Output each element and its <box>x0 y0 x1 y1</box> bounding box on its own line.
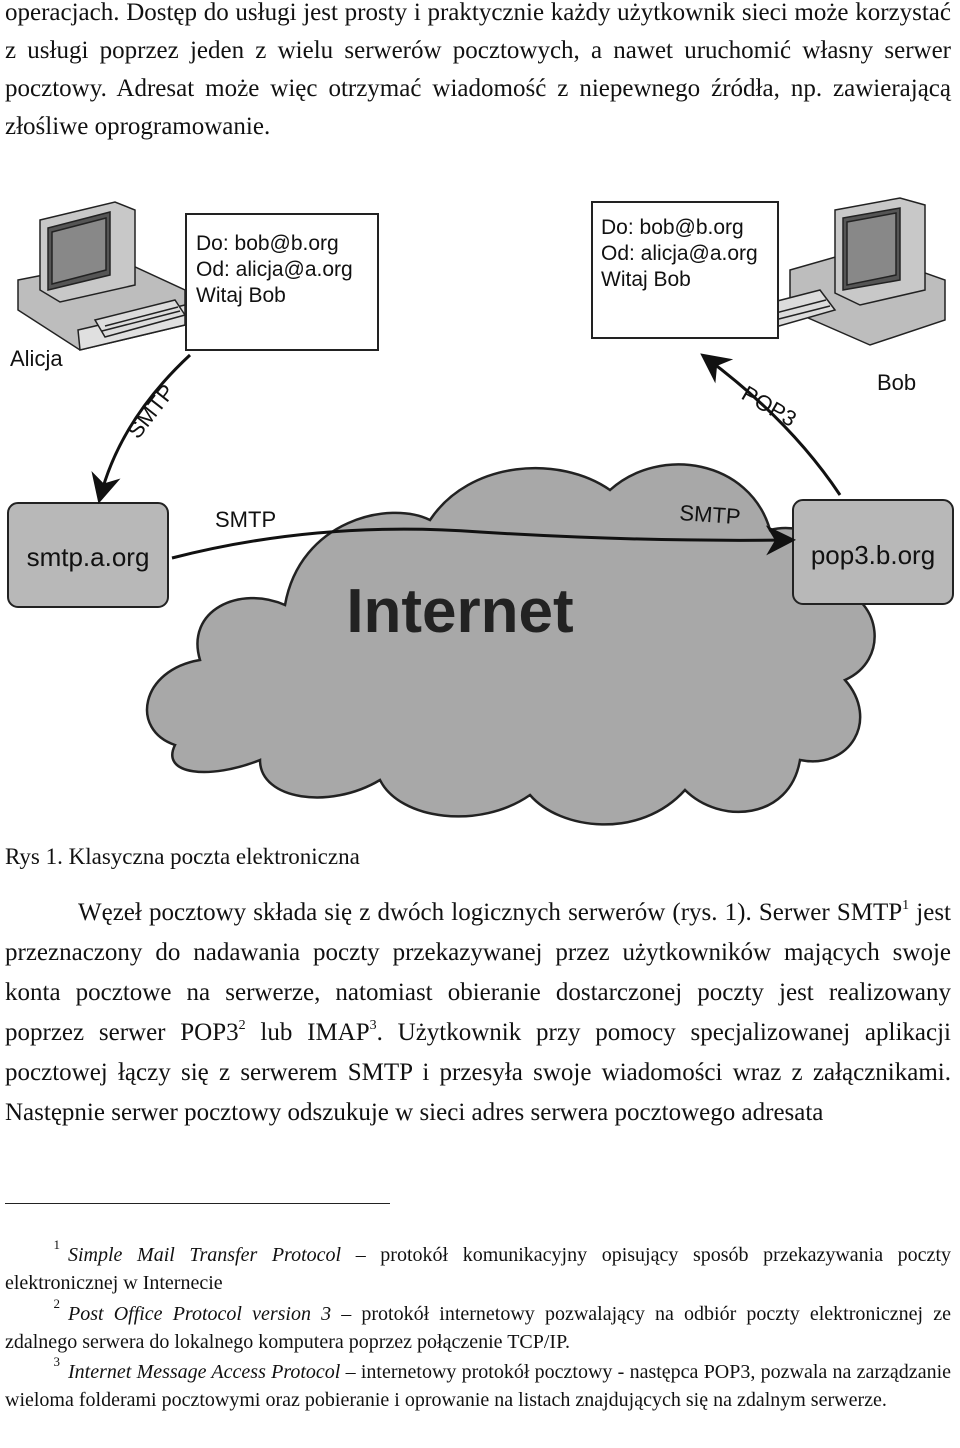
footnote-1-number: 1 <box>53 1237 60 1253</box>
footnote-3 <box>5 1354 951 1414</box>
footnote-ref-2: 2 <box>238 1017 246 1033</box>
right-message-to: Do: bob@b.org <box>601 216 744 239</box>
footnote-1-text: – protokół komunikacyjny opisujący sposób przekazywania poczty elektronicznej w Internecie <box>5 1244 951 1294</box>
footnote-ref-1: 1 <box>902 897 910 913</box>
footnote-3-text: – internetowy protokół pocztowy - następca POP3, pozwala na zarządzanie wieloma folderami pocztowymi oraz pobieranie i oprowanie na listach znajdujących się na zdalnym serwerze. <box>5 1361 951 1411</box>
protocol-recipient-label: POP3 <box>737 380 801 432</box>
recipient-label: Bob <box>877 370 917 395</box>
footnote-divider <box>5 1203 390 1204</box>
right-message-from: Od: alicja@a.org <box>601 242 758 265</box>
sender-label: Alicja <box>10 346 63 371</box>
pop3-server-label: pop3.b.org <box>810 540 936 570</box>
left-message-to: Do: bob@b.org <box>196 232 339 255</box>
footnote-ref-3: 3 <box>369 1017 377 1033</box>
smtp-server-label: smtp.a.org <box>26 542 150 572</box>
footnote-2-term: Post Office Protocol version 3 <box>68 1303 332 1325</box>
left-message-from: Od: alicja@a.org <box>196 258 353 281</box>
protocol-sender-label: SMTP <box>122 379 180 444</box>
left-message-body: Witaj Bob <box>196 284 286 307</box>
footnote-2-text: – protokół internetowy pozwalający na odbiór poczty elektronicznej ze zdalnego serwera do lokalnego komputera poprzez połączenie TCP/IP. <box>5 1303 951 1353</box>
email-flow-diagram <box>0 190 960 830</box>
footnote-2 <box>5 1296 951 1356</box>
internet-label: Internet <box>346 577 574 646</box>
body-part-2: jest przeznaczony do nadawania poczty przekazywanej przez użytkowników mających swoje konta pocztowe na serwerze, natomiast obieranie dostarczonej poczty jest realizowany poprzez serwer POP3 <box>5 899 951 1046</box>
body-paragraph <box>5 893 951 1133</box>
bob-computer-icon <box>750 198 945 345</box>
figure-caption: Rys 1. Klasyczna poczta elektroniczna <box>5 844 360 869</box>
protocol-link-left-label: SMTP <box>215 507 277 532</box>
body-part-4: . Użytkownik przy pomocy specjalizowanej aplikacji pocztowej łączy się z serwerem SMTP i przesyła swoje wiadomości wraz z załącznikami. Następnie serwer pocztowy odszukuje w sieci adres serwera pocztowego adresata <box>5 1019 951 1126</box>
body-part-3: lub IMAP <box>245 1019 370 1046</box>
footnote-2-number: 2 <box>53 1296 60 1312</box>
footnote-1-term: Simple Mail Transfer Protocol <box>68 1244 342 1266</box>
footnote-3-number: 3 <box>53 1354 60 1370</box>
footnote-3-term: Internet Message Access Protocol <box>68 1361 341 1383</box>
alicja-computer-icon <box>18 202 185 350</box>
intro-paragraph: operacjach. Dostęp do usługi jest prosty i praktycznie każdy użytkownik sieci może korzystać z usługi poprzez jeden z wielu serwerów pocztowych, a nawet uruchomić własny serwer pocztowy. Adresat może więc otrzymać wiadomość z niepewnego źródła, np. zawierającą złośliwe oprogramowanie. <box>5 0 951 140</box>
body-part-1: Węzeł pocztowy składa się z dwóch logicznych serwerów (rys. 1). Serwer SMTP <box>78 899 903 926</box>
footnote-1 <box>5 1237 951 1297</box>
protocol-link-right-label: SMTP <box>678 500 742 530</box>
right-message-body: Witaj Bob <box>601 268 691 291</box>
